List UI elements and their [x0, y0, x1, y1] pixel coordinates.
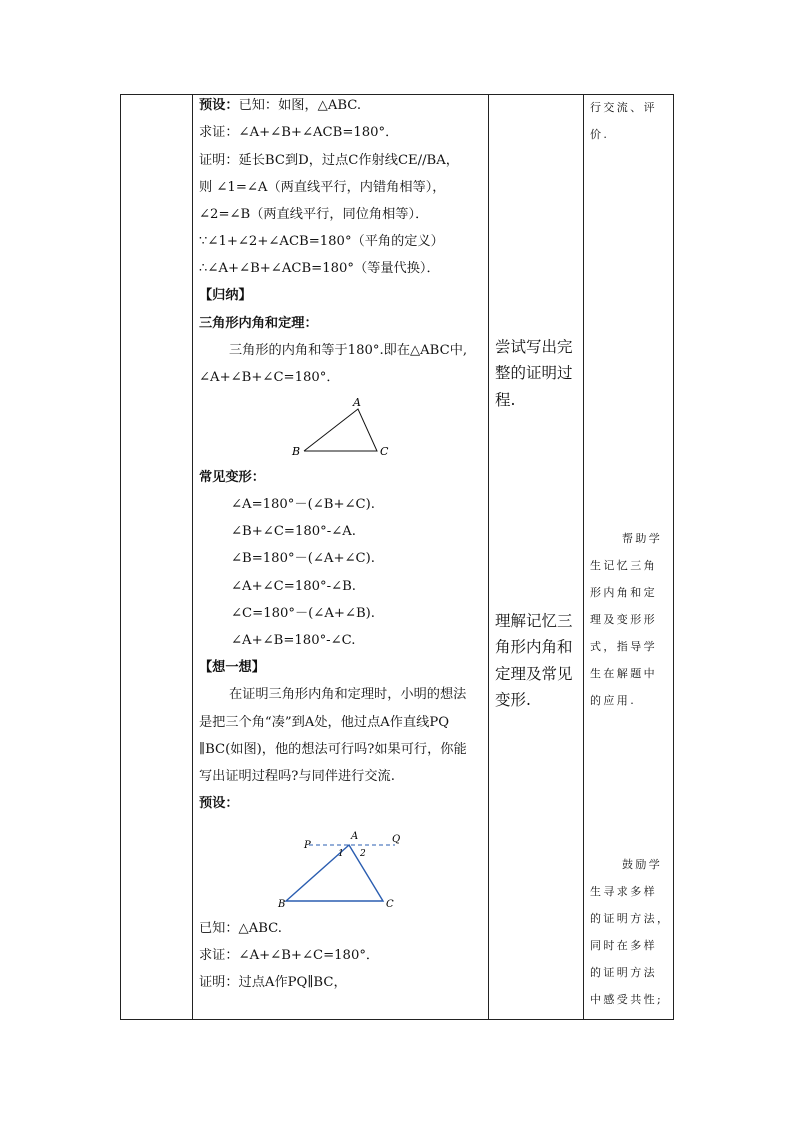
intent-1-line-6: 生在解题中 [590, 667, 657, 680]
proof-start-line: 证明：过点A作PQ∥BC， [199, 975, 347, 990]
intent-1-line-3: 形内角和定 [590, 586, 657, 599]
intent-2-line-6: 中感受共性; [590, 993, 664, 1006]
activity-2-line-2: 角形内角和 [495, 638, 573, 656]
activity-2-line-4: 变形. [495, 691, 531, 709]
intent-2-line-2: 生寻求多样 [590, 885, 657, 898]
variant-2: ∠B+∠C=180°-∠A. [231, 524, 356, 539]
table-col-border-2 [192, 94, 193, 1020]
vertex-label-b: B [292, 445, 301, 458]
theorem-text-2: ∠A+∠B+∠C=180°． [199, 370, 340, 385]
triangle-abc-figure [287, 394, 397, 460]
think-text-1: 在证明三角形内角和定理时，小明的想法 [229, 687, 467, 702]
think-heading: 【想一想】 [199, 660, 265, 675]
point-label-q: Q [392, 834, 401, 845]
think-text-3: ∥BC(如图)，他的想法可行吗?如果可行，你能 [199, 742, 467, 757]
activity-1-line-2: 整的证明过 [495, 364, 573, 382]
intent-0-line-1: 行交流、评 [590, 101, 657, 114]
intent-1-line-5: 式，指导学 [590, 640, 657, 653]
activity-2-line-3: 定理及常见 [495, 665, 573, 683]
intent-2-line-5: 的证明方法 [590, 966, 657, 979]
proof-line-2: 则 ∠1=∠A（两直线平行，内错角相等）， [199, 180, 446, 195]
activity-2-line-1: 理解记忆三 [495, 612, 573, 630]
intent-2-line-4: 同时在多样 [590, 939, 657, 952]
table-top-border [120, 94, 674, 95]
point-label-b: B [278, 899, 286, 910]
table-col-border-4 [583, 94, 584, 1020]
think-text-2: 是把三个角“凑”到A处，他过点A作直线PQ [199, 715, 450, 730]
proof-line-3: ∠2=∠B（两直线平行，同位角相等）． [199, 207, 429, 222]
activity-1-line-3: 程. [495, 391, 516, 409]
proof-line-4: ∵∠1+∠2+∠ACB=180°（平角的定义） [199, 234, 444, 249]
variant-5: ∠C=180°－(∠A+∠B). [231, 606, 375, 621]
table-col-border-5 [673, 94, 674, 1020]
intent-1-line-4: 理及变形形 [590, 613, 657, 626]
preset-heading-2: 预设： [199, 796, 239, 811]
triangle-pq-figure [278, 829, 407, 910]
known-text: 已知：如图，△ABC. [238, 98, 362, 113]
vertex-label-a: A [353, 396, 361, 409]
known-line [199, 97, 361, 115]
variant-6: ∠A+∠B=180°-∠C. [231, 633, 356, 648]
table-col-border-1 [120, 94, 121, 1020]
theorem-heading: 三角形内角和定理： [199, 316, 318, 331]
proof-line-5: ∴∠A+∠B+∠ACB=180°（等量代换）． [199, 261, 440, 276]
intent-2-line-3: 的证明方法， [590, 912, 671, 925]
point-label-a: A [351, 831, 359, 842]
prove-line-2: 求证：∠A+∠B+∠C=180°． [199, 948, 380, 963]
point-label-p: P [304, 840, 311, 851]
variant-1: ∠A=180°－(∠B+∠C). [231, 497, 375, 512]
intent-1-line-2: 生记忆三角 [590, 559, 657, 572]
point-label-c: C [386, 899, 394, 910]
intent-1-line-7: 的应用. [590, 694, 637, 707]
theorem-text-1: 三角形的内角和等于180°.即在△ABC中, [229, 343, 468, 358]
vertex-label-c: C [380, 445, 389, 458]
preset-label: 预设： [199, 98, 239, 113]
proof-line-1: 证明：延长BC到D，过点C作射线CE//BA， [199, 153, 459, 168]
variants-heading: 常见变形： [199, 470, 265, 485]
intent-1-line-1: 帮助学 [622, 532, 663, 545]
angle-label-1: 1 [338, 849, 344, 859]
table-col-border-3 [488, 94, 489, 1020]
intent-0-line-2: 价. [590, 128, 610, 141]
prove-line: 求证：∠A+∠B+∠ACB=180°． [199, 125, 399, 140]
angle-label-2: 2 [360, 849, 366, 859]
think-text-4: 写出证明过程吗?与同伴进行交流. [199, 769, 395, 784]
summary-heading: 【归纳】 [199, 288, 252, 303]
variant-3: ∠B=180°－(∠A+∠C). [231, 551, 375, 566]
table-bottom-border [120, 1019, 674, 1020]
intent-2-line-1: 鼓励学 [622, 858, 663, 871]
known-line-2: 已知：△ABC. [199, 921, 282, 936]
variant-4: ∠A+∠C=180°-∠B. [231, 579, 356, 594]
activity-1-line-1: 尝试写出完 [495, 338, 573, 356]
